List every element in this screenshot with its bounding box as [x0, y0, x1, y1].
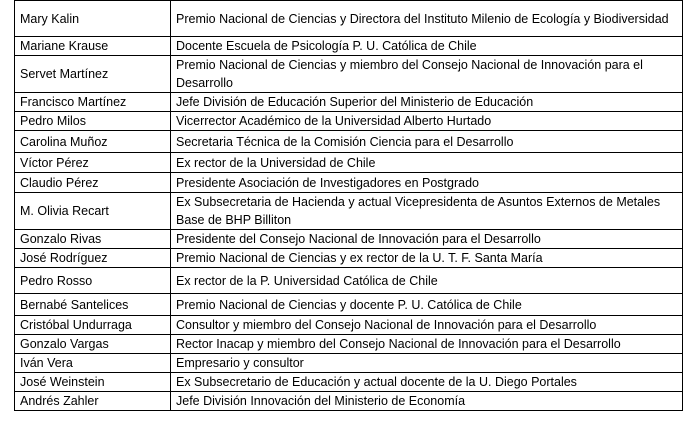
member-role: Vicerrector Académico de la Universidad Alberto Hurtado — [171, 112, 683, 131]
member-role: Consultor y miembro del Consejo Nacional de Innovación para el Desarrollo — [171, 316, 683, 335]
member-role: Ex Subsecretaria de Hacienda y actual Vicepresidenta de Asuntos Externos de Metales Base de BHP Billiton — [171, 193, 683, 230]
member-name: Carolina Muñoz — [15, 131, 171, 153]
table-row — [15, 112, 683, 131]
member-name: M. Olivia Recart — [15, 193, 171, 230]
table-row — [15, 93, 683, 112]
member-name: Bernabé Santelices — [15, 294, 171, 316]
member-name: Gonzalo Rivas — [15, 230, 171, 249]
table-row — [15, 153, 683, 173]
table-row — [15, 230, 683, 249]
member-name: Gonzalo Vargas — [15, 335, 171, 354]
member-role: Rector Inacap y miembro del Consejo Nacional de Innovación para el Desarrollo — [171, 335, 683, 354]
member-name: Iván Vera — [15, 354, 171, 373]
table-row — [15, 373, 683, 392]
member-name: Mariane Krause — [15, 37, 171, 56]
member-role: Premio Nacional de Ciencias y docente P. U. Católica de Chile — [171, 294, 683, 316]
table-row — [15, 249, 683, 268]
table-row — [15, 193, 683, 230]
member-name: José Rodríguez — [15, 249, 171, 268]
member-name: Servet Martínez — [15, 56, 171, 93]
member-role: Docente Escuela de Psicología P. U. Católica de Chile — [171, 37, 683, 56]
member-role: Ex rector de la Universidad de Chile — [171, 153, 683, 173]
table-row — [15, 354, 683, 373]
members-table — [14, 0, 683, 411]
table-row — [15, 56, 683, 93]
member-name: Mary Kalin — [15, 1, 171, 37]
table-row — [15, 316, 683, 335]
table-row — [15, 392, 683, 411]
member-name: Pedro Rosso — [15, 268, 171, 294]
table-row — [15, 335, 683, 354]
member-name: Cristóbal Undurraga — [15, 316, 171, 335]
member-name: Claudio Pérez — [15, 173, 171, 193]
member-role: Jefe División Innovación del Ministerio de Economía — [171, 392, 683, 411]
member-role: Jefe División de Educación Superior del Ministerio de Educación — [171, 93, 683, 112]
member-role: Premio Nacional de Ciencias y Directora del Instituto Milenio de Ecología y Biodiversidad — [171, 1, 683, 37]
table-row — [15, 1, 683, 37]
member-role: Secretaria Técnica de la Comisión Ciencia para el Desarrollo — [171, 131, 683, 153]
member-role: Premio Nacional de Ciencias y ex rector de la U. T. F. Santa María — [171, 249, 683, 268]
member-role: Presidente del Consejo Nacional de Innovación para el Desarrollo — [171, 230, 683, 249]
member-role: Ex Subsecretario de Educación y actual docente de la U. Diego Portales — [171, 373, 683, 392]
member-name: Andrés Zahler — [15, 392, 171, 411]
table-row — [15, 294, 683, 316]
member-name: Francisco Martínez — [15, 93, 171, 112]
member-name: José Weinstein — [15, 373, 171, 392]
member-name: Pedro Milos — [15, 112, 171, 131]
member-role: Empresario y consultor — [171, 354, 683, 373]
table-row — [15, 37, 683, 56]
member-role: Premio Nacional de Ciencias y miembro del Consejo Nacional de Innovación para el Desarrollo — [171, 56, 683, 93]
member-role: Ex rector de la P. Universidad Católica de Chile — [171, 268, 683, 294]
table-row — [15, 173, 683, 193]
member-role: Presidente Asociación de Investigadores en Postgrado — [171, 173, 683, 193]
member-name: Víctor Pérez — [15, 153, 171, 173]
table-row — [15, 268, 683, 294]
table-row — [15, 131, 683, 153]
